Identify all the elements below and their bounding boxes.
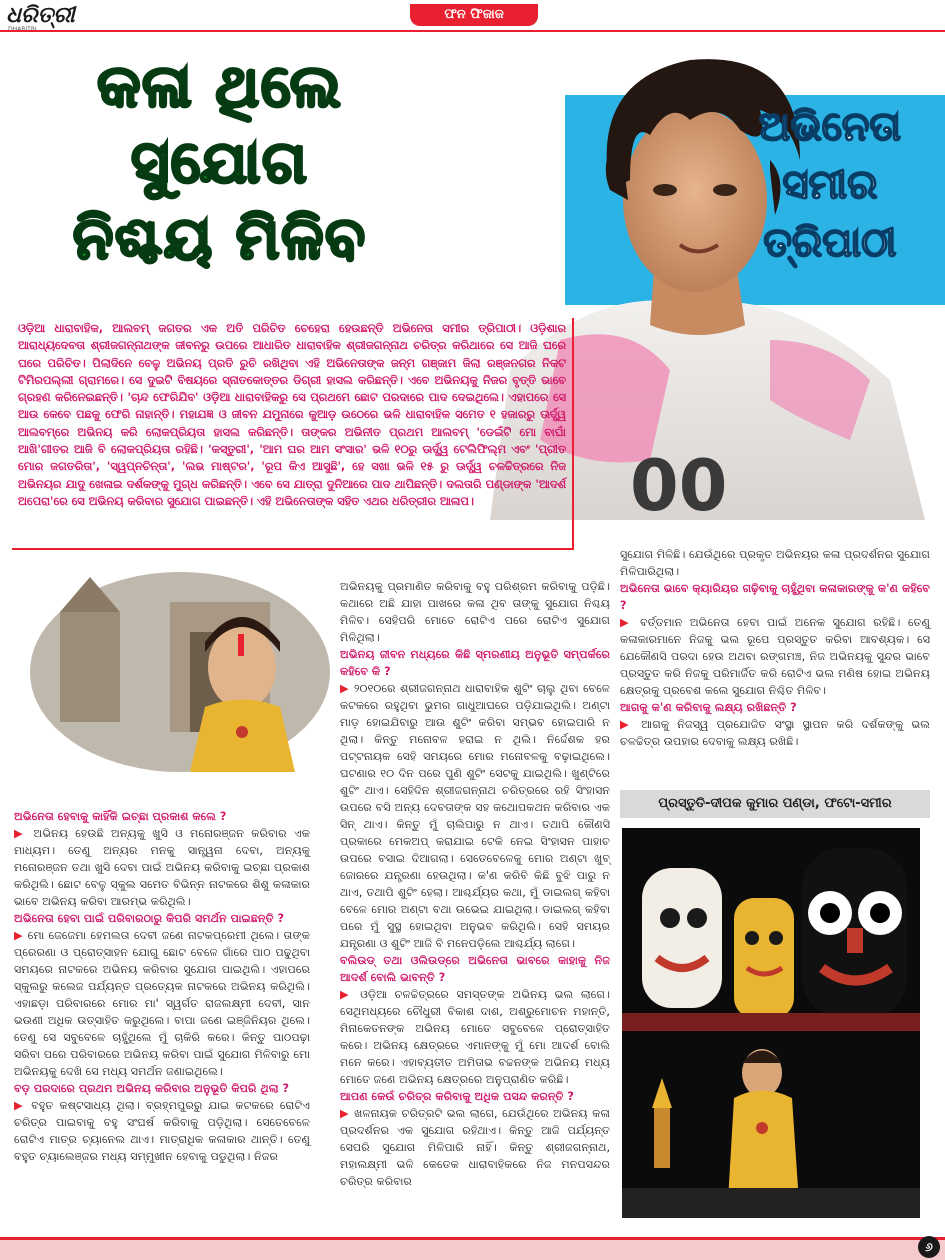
question-7: ଅଭିନେତା ଭାବେ କ୍ୟାରିୟର ଗଢ଼ିବାକୁ ଚାହୁଁଥିବା କଳାକାରଙ୍କୁ କ'ଣ କହିବେ ? — [620, 582, 930, 612]
answer-3 — [14, 1097, 310, 1165]
column-1 — [14, 808, 310, 1165]
answer-8-text: ଆଗକୁ ନିଜସ୍ୱ ପ୍ରଯୋଜିତ ସଂସ୍ଥା ସ୍ଥାପନ କରି ଦର୍ଶକଙ୍କୁ ଭଲ ଚଳଚ୍ଚିତ୍ର ଉପହାର ଦେବାକୁ ଲକ୍ଷ୍ୟ ରଖିଛି। — [620, 718, 931, 748]
headline — [10, 48, 430, 276]
question-3: ବଡ଼ ପରଦାରେ ପ୍ରଥମ ଅଭିନୟ କରିବାର ଅନୁଭୂତି କିପରି ଥିଲା ? — [14, 1082, 290, 1095]
question-5: ବଲିଉଡ୍ ତଥା ଓଲିଉଡ୍‌ରେ ଅଭିନେତା ଭାବରେ କାହାକୁ ନିଜ ଆଦର୍ଶ ବୋଲି ଭାବନ୍ତି ? — [340, 954, 610, 984]
page-number: ୬ — [918, 1236, 940, 1258]
bullet-arrow-icon: ▶ — [340, 682, 354, 695]
question-2: ଅଭିନେତା ହେବା ପାଇଁ ପରିବାରଠାରୁ କିପରି ସମର୍ଥନ ପାଇଛନ୍ତି ? — [14, 912, 284, 925]
answer-7-text: ବର୍ତ୍ତମାନ ଅଭିନେତା ହେବା ପାଇଁ ଅନେକ ସୁଯୋଗ ରହିଛି। ତେଣୁ କଳାକାରମାନେ ନିଜକୁ ଭଲ ରୂପେ ପ୍ରସ୍ତୁତ କରିବା ଆବଶ୍ୟକ। ସେ ଯେକୌଣସି ପରଦା ହେଉ ଅଥବା ରଙ୍ଗମଞ୍ଚ, ନିଜ ଅଭିନୟକୁ ସୁନ୍ଦର ଭାବେ ପ୍ରସ୍ତୁତ କରି ନିଜକୁ ପରିମାର୍ଜିତ କରି ରୋଟିଏ ଭଲ ମଣିଷ ହୋଇ ଅଭିନୟ କ୍ଷେତ୍ରକୁ ପ୍ରବେଶ କଲେ ସୁଯୋଗ ନିଶ୍ଚିତ ମିଳିବ। — [620, 616, 930, 697]
answer-3-text: ବହୁତ କଷ୍ଟସାଧ୍ୟ ଥିଲା। ବ୍ରହ୍ମପୁରରୁ ଯାଇ କଟକରେ ରୋଟିଏ ଚରିତ୍ର ପାଇବାକୁ ବହୁ ସଂଘର୍ଷ କରିବାକୁ ପଡ଼ିଥିଲା। ସେତେବେଳେ ରୋଟିଏ ମାତ୍ର ଚ୍ୟାନେଲ ଥାଏ। ମାତ୍ରାଧିକ କଳାକାର ଥାନ୍ତି। ତେଣୁ ବହୁତ ଚ୍ୟାଲେଞ୍ଜର ମଧ୍ୟ ସମ୍ମୁଖୀନ ହେବାକୁ ପଡୁଥିଲା। ନିଜର — [14, 1099, 310, 1163]
column-3-paragraph: ସୁଯୋଗ ମିଳିଛି। ଯେଉଁଥିରେ ପ୍ରକୃତ ଅଭିନୟର କଳା ପ୍ରଦର୍ଶନର ସୁଯୋଗ ମିଳିପାରିଥିଲା। — [620, 548, 930, 578]
masthead — [0, 0, 945, 30]
intro-paragraph: ଓଡ଼ିଆ ଧାରାବାହିକ, ଆଲବମ୍ ଜଗତର ଏକ ଅତି ପରିଚିତ ଚେହେରା ହେଉଛନ୍ତି ଅଭିନେତା ସମୀର ତ୍ରିପାଠୀ। ଓଡ଼ିଶାର ଆରାଧ୍ୟଦେବତା ଶ୍ରୀଜଗନ୍ନାଥଙ୍କ ଜୀବନରୁ ଉପରେ ଆଧାରିତ ଧାରାବାହିକ ଶ୍ରୀଜଗନ୍ନାଥ ଚରିତ୍ର କରିଥାରେ ସେ ଆଜି ଘରେ ଘରେ ପରିଚିତ। ପିଲାଦିନେ ବେଳୁ ଅଭିନୟ ପ୍ରତି ରୁଚି ରଖିଥିବା ଏହି ଅଭିନେତାଙ୍କ ଜନ୍ମ ଗଞ୍ଜାମ ଜିଲା ରଞ୍ଜନଗର ନିକଟ ଟିମିରପଲ୍ଲୀ ଗ୍ରାମରେ। ସେ ଦୁଇଟି ବିଷୟରେ ସ୍ନାତକୋତ୍ତର ଡିଗ୍ରୀ ହାସଲ କରିଛନ୍ତି। ଏବେ ଅଭିନୟକୁ ନିଜର ବୃତ୍ତି ଭାବେ ଗ୍ରହଣ କରିନେଇଛନ୍ତି। 'ଚାନ୍ଦ ଫେରିଯିବ' ଓଡ଼ିଆ ଧାରାବାହିକରୁ ସେ ପ୍ରଥମେ ଛୋଟ ପରଦାରେ ପାଦ ଦେଇଥିଲେ। ଏହାପରେ ସେ ଆଉ କେବେ ପଛକୁ ଫେରି ନାହାନ୍ତି। ମହାଯଜ୍ଞ ଓ ଜୀବନ ଯମୁନାରେ କୁଆଡ଼ ଉଠେରେ ଭଳି ଧାରାବାହିକ ସମେତ ୧ ହଜାରରୁ ଊର୍ଦ୍ଧ୍ୱ ଆଲବମ୍‌ରେ ଅଭିନୟ କରି ଲୋକପ୍ରିୟତା ହାସଲ କରିଛନ୍ତି। ତାଙ୍କର ଅଭିନୀତ ପ୍ରଥମ ଆଲବମ୍ 'ଡେଇଁଟି ମୋ ବାଘାଁ ଆଖି'ଗୀତର ଆଜି ବି ଲୋକପ୍ରିୟତା ରହିଛି। 'କସ୍ତୁରୀ', 'ଆମ ଘର ଆମ ସଂସାର' ଭଳି ୧୦ରୁ ଊର୍ଦ୍ଧ୍ୱ ଟେଲିଫିଲ୍ମ ଏବଂ 'ପ୍ରୀତ ମୋର ଜଗତରିତା', 'ସ୍ୱପ୍ନଚିନ୍ତା', 'ଲଭ ମାଷ୍ଟର', 'ରୂପ କିଏ ଆସୁଛି', ହେ ସଖା ଭଳି ୧୫ ରୁ ଊର୍ଦ୍ଧ୍ୱ ଚଳଚ୍ଚିତ୍ରରେ ନିଜ ଅଭିନୟର ଯାଦୁ ଖେଳାଇ ଦର୍ଶକଙ୍କୁ ମୁଗ୍ଧ କରିଛନ୍ତି। ଏବେ ସେ ଯାତ୍ରା ଦୁନିଆରେ ପାଦ ଥାପିଛନ୍ତି। ଦଲତାରି ପଣ୍ଡାଙ୍କ 'ଆଦର୍ଶ ଅପେରା'ରେ ସେ ଅଭିନୟ କରିବାର ସୁଯୋଗ ପାଇଛନ୍ତି। ଏହି ଅଭିନେତାଙ୍କ ସହିତ ଏଥର ଧରିତ୍ରୀର ଆଳାପ। — [18, 322, 566, 508]
svg-text:00: 00 — [630, 445, 728, 520]
answer-7 — [620, 614, 930, 699]
costume-photo-illustration — [30, 572, 330, 772]
name-line-2: ସମୀର — [782, 162, 878, 208]
section-tab[interactable]: ଫନ ଫିଜାଜ — [410, 4, 538, 26]
question-8: ଆଗକୁ କ'ଣ କରିବାକୁ ଲକ୍ଷ୍ୟ ରଖିଛନ୍ତି ? — [620, 701, 797, 714]
answer-4-text: ୨୦୧୦ରେ ଶ୍ରୀଜଗନ୍ନାଥ ଧାରାବାହିକ ଶୁଟିଂ ଚାଲୁ ଥିବା ବେଳେ କଟକରେ ରହୁଥିବା ଭୁମର ଗାଧୁଆଘରେ ପଡ଼ିଯାଇଥିଲି। ଅଣ୍ଟା ମାଡ଼ ହୋଇଯିବାରୁ ଆଉ ଶୁଟିଂ କରିବା ସମ୍ଭବ ହୋଇପାରି ନ ଥିଲା। କିନ୍ତୁ ମନୋବଳ ହରାଇ ନ ଥିଲି। ନିର୍ଦ୍ଦେଶକ ହର ପଟ୍ଟନାୟକ ସେହି ସମୟରେ ମୋର ମନୋବଳକୁ ବଢ଼ାଇଥିଲେ। ଘଟଣାର ୧୦ ଦିନ ପରେ ପୁଣି ଶୁଟିଂ ସେଟକୁ ଯାଇଥିଲି। ଖୁଣ୍ଟିରେ ଶୁଟିଂ ଥାଏ। ସେହିଦିନ ଶ୍ରୀଜଗନ୍ନାଥ ଚରିତ୍ରରେ ରହି ସିଂହାସନ ଉପରେ ବସି ଅନ୍ୟ ଦେବତାଙ୍କ ସହ କଥୋପକଥନ କରିବାର ଏକ ସିନ୍ ଥାଏ। କିନ୍ତୁ ମୁଁ ଚାଲିପାରୁ ନ ଥାଏ। ତଥାପି କୌଣସି ପ୍ରକାରେ ମେକଅପ୍ କରାଯାଇ ଟେକି ନେଇ ସିଂହାସନ ପାହାଚ ଉପରେ ବସାଇ ଦିଆଗଲା। ସେତେବେଳେକୁ ମୋର ଅଣ୍ଟା ଖୁବ୍ ଜୋରରେ ଯନ୍ତ୍ରଣା ହେଉଥିଲା। କ'ଣ କରିବି କିଛି ବୁଝି ପାରୁ ନ ଥାଏ, ତଥାପି ଶୁଟିଂ ହେଲା। ଆଶ୍ଚର୍ଯ୍ୟର କଥା, ମୁଁ ଡାଇଲଗ୍ କହିବା ବେଳେ ମୋର ଅଣ୍ଟା ବଥା ଉଭେଇ ଯାଇଥିଲା। ଡାଇଲଗ୍ କହିବା ପରେ ମୁଁ ସୁସ୍ଥ ହୋଇଥିବା ଅନୁଭବ କରିଥିଲି। ସେହି ସମୟର ଯନ୍ତ୍ରଣା ଓ ଶୁଟିଂ ଆଜି ବି ମନେପଡ଼ିଲେ ଆଶ୍ଚର୍ଯ୍ୟ ଲାଗେ। — [340, 682, 610, 950]
headline-line-3: ନିଶ୍ଚୟ ମିଳିବ — [73, 204, 367, 272]
column-2-paragraph: ଅଭିନୟକୁ ପ୍ରମାଣିତ କରିବାକୁ ବହୁ ପରିଶ୍ରମ କରିବାକୁ ପଡ଼ିଛି। କଥାରେ ଅଛି ଯାହା ପାଖରେ କଳା ଥିବ ତାଙ୍କୁ ସୁଯୋଗ ନିଶ୍ଚୟ ମିଳିବ। ସେହିପରି ମୋତେ ରୋଟିଏ ପରେ ରୋଟିଏ ସୁଯୋଗ ମିଳିଥିଲା। — [340, 580, 610, 644]
name-line-3: ତ୍ରିପାଠୀ — [763, 220, 897, 266]
answer-6 — [340, 1105, 610, 1190]
costume-photo — [30, 572, 330, 772]
answer-6-text: ଖଳନାୟକ ଚରିତ୍ରଟି ଭଲ ଲାଗେ, ଯେଉଁଥିରେ ଅଭିନୟ କଳା ପ୍ରଦର୍ଶନର ଏକ ସୁଯୋଗ ରହିଥାଏ। କିନ୍ତୁ ଆଜି ପର୍ଯ୍ୟନ୍ତ ସେପରି ସୁଯୋଗ ମିଳିପାରି ନାହିଁ। କିନ୍ତୁ ଶ୍ରୀଜଗନ୍ନାଥ, ମହାଲକ୍ଷ୍ମୀ ଭଳି କେତେକ ଧାରାବାହିକରେ ନିଜ ମନପସନ୍ଦର ଚରିତ୍ର କରିବାର — [340, 1107, 610, 1188]
newspaper-logo[interactable]: ଧରିତ୍ରୀ — [6, 2, 75, 28]
answer-2-text: ମୋ ଜେଜେମା ହେମଲତା ଦେବୀ ଜଣେ ନାଟକପ୍ରେମୀ ଥିଲେ। ତାଙ୍କ ପ୍ରେରଣା ଓ ପ୍ରୋତ୍ସାହନ ଯୋଗୁ ଛୋଟ ବେଳେ ଗାଁରେ ପାଠ ପଢୁଥିବା ସମୟରେ ନାଟକରେ ଅଭିନୟ କରିବାର ସୁଯୋଗ ପାଇଥିଲି। ଏହାପରେ ସ୍କୁଲରୁ କଲେଜ ପର୍ଯ୍ୟନ୍ତ ପ୍ରତ୍ୟେକ ନାଟକରେ ଅଭିନୟ କରିଥିଲି। ଏହାଛଡ଼ା ପରିବାରରେ ମୋର ମା' ସ୍ୱର୍ଗତ ରାଜଲକ୍ଷ୍ମୀ ଦେବୀ, ସାନ ଭଉଣୀ ଅଧିକ ଉତ୍ସାହିତ କରୁଥିଲେ। ବାପା ଜଣେ ଇଞ୍ଜିନିୟର ଥିଲେ। ତେଣୁ ସେ ସବୁବେଳେ ଚାହୁଁଥିଲେ ମୁଁ ଚାକିରି କରେ। କିନ୍ତୁ ପାଠପଢ଼ା ସରିବା ପରେ ପରିବାରରେ ଅଭିନୟ କରିବା ପାଇଁ ସୁଯୋଗ ମିଳିବାରୁ ମୋ ଅଭିନୟକୁ ଦେଖି ସେ ମଧ୍ୟ ସମର୍ଥନ ଜଣାଇଥିଲେ। — [14, 929, 310, 1078]
bullet-arrow-icon: ▶ — [14, 827, 34, 840]
deity-photo-illustration — [622, 828, 920, 1218]
bullet-arrow-icon: ▶ — [620, 616, 641, 629]
bullet-arrow-icon: ▶ — [14, 929, 28, 942]
column-3 — [620, 546, 930, 750]
headline-line-2: ସୁଯୋଗ — [131, 128, 309, 196]
question-1: ଅଭିନେତା ହେବାକୁ କାହିଁକି ଇଚ୍ଛା ପ୍ରକାଶ କଲେ ? — [14, 810, 227, 823]
bullet-arrow-icon: ▶ — [14, 1099, 32, 1112]
answer-1 — [14, 825, 310, 910]
name-line-1: ଅଭିନେତା — [758, 104, 902, 150]
deity-photo — [622, 828, 920, 1218]
bullet-arrow-icon: ▶ — [340, 1107, 355, 1120]
answer-5 — [340, 986, 610, 1088]
bullet-arrow-icon: ▶ — [340, 988, 361, 1001]
answer-8 — [620, 716, 930, 750]
answer-5-text: ଓଡ଼ିଆ ଚଳଚ୍ଚିତ୍ରରେ ସମସ୍ତଙ୍କ ଅଭିନୟ ଭଲ ଲାଗେ। ସେଥିମଧ୍ୟରେ ଚୌଧୁରୀ ବିକାଶ ଦାଶ, ଅଶ୍ରୁମୋଚନ ମହାନ୍ତି, ମିନାକେତନଙ୍କ ଅଭିନୟ ମୋତେ ସବୁବେଳେ ପ୍ରୋତ୍ସାହିତ କରେ। ଅଭିନୟ କ୍ଷେତ୍ରରେ ଏମାନଙ୍କୁ ମୁଁ ମୋ ଆଦର୍ଶ ବୋଲି ମନେ କରେ। ଏହାବ୍ୟତୀତ ଅମିତାଭ ବଚ୍ଚନଙ୍କ ଅଭିନୟ ମଧ୍ୟ ମୋତେ ଜଣେ ଅଭିନୟ କ୍ଷେତ୍ରରେ ଅନୁପ୍ରାଣିତ କରିଛି। — [340, 988, 610, 1086]
question-6: ଆପଣ କେଉଁ ଚରିତ୍ର କରିବାକୁ ଅଧିକ ପସନ୍ଦ କରନ୍ତି ? — [340, 1090, 574, 1103]
answer-1-text: ଅଭିନୟ ହେଉଛି ଅନ୍ୟକୁ ଖୁସି ଓ ମନୋରଞ୍ଜନ କରିବାର ଏକ ମାଧ୍ୟମ। ତେଣୁ ଅନ୍ୟର ମନକୁ ସାନ୍ତ୍ୱନା ଦେବା, ଅନ୍ୟକୁ ମନୋରଞ୍ଜନ ତଥା ଖୁସି ଦେବା ପାଇଁ ଅଭିନୟ କରିବାକୁ ଇଚ୍ଛା ପ୍ରକାଶ କରିଥିଲି। ଛୋଟ ବେଳୁ ସ୍କୁଲ ସମେତ ବିଭିନ୍ନ ନାଟକରେ ଶିଶୁ କଳାକାର ଭାବେ ଅଭିନୟ କରିବା ଆରମ୍ଭ କରିଥିଲି। — [14, 827, 310, 908]
question-4: ଅଭିନୟ ଜୀବନ ମଧ୍ୟରେ କିଛି ସ୍ମରଣୀୟ ଅନୁଭୂତି ସମ୍ପର୍କରେ କହିବେ କି ? — [340, 648, 610, 678]
credit-line: ପ୍ରସ୍ତୁତି-ଦୀପକ କୁମାର ପଣ୍ଡା, ଫଟୋ-ସମୀର — [620, 790, 930, 818]
footer-bar — [0, 1240, 945, 1260]
name-box — [718, 98, 942, 272]
answer-2 — [14, 927, 310, 1080]
column-2 — [340, 578, 610, 1190]
answer-4 — [340, 680, 610, 952]
headline-line-1: କଳା ଥିଲେ — [97, 52, 343, 120]
header-divider — [0, 30, 945, 32]
bullet-arrow-icon: ▶ — [620, 718, 642, 731]
